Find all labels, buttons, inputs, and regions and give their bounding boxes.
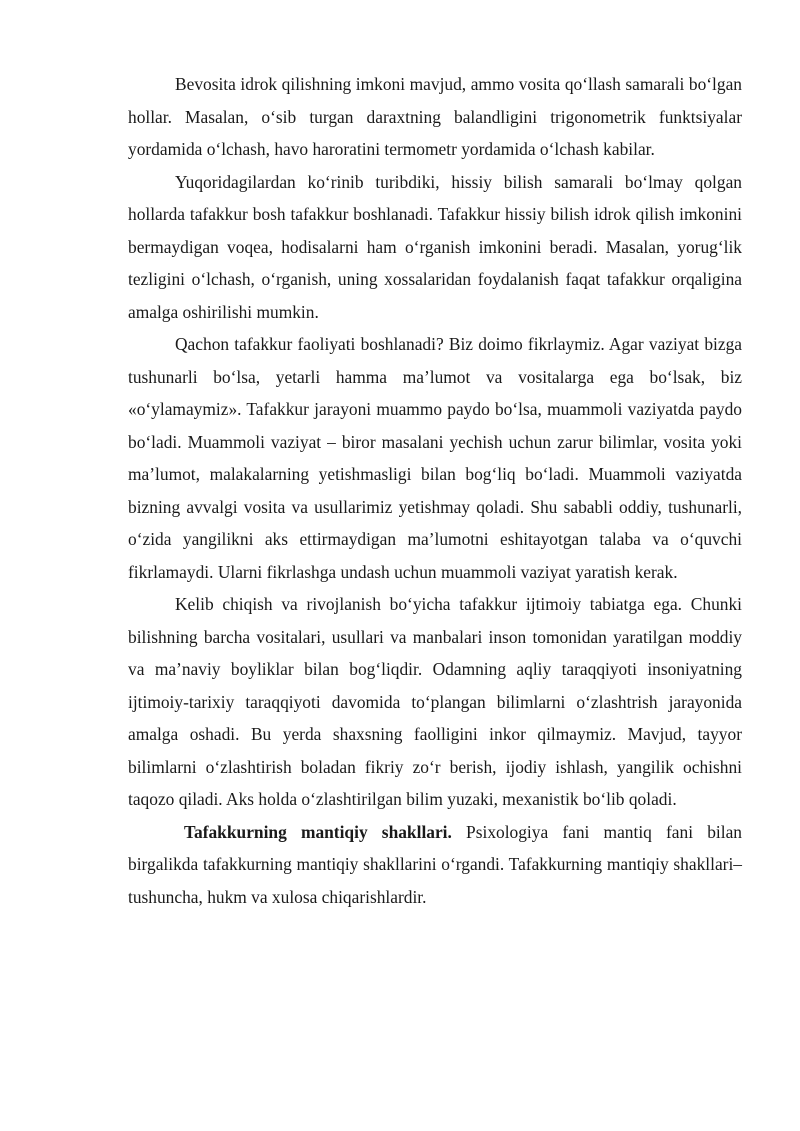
paragraph-3-text: Qachon tafakkur faoliyati boshlanadi? Biz doimo fikrlaymiz. Agar vaziyat bizga tushunarli bo‘lsa, yetarli hamma ma’lumot va vositalarga ega bo‘lsak, biz «o‘ylamaymiz». Tafakkur jarayoni muammo paydo bo‘lsa, muammoli vaziyatda paydo bo‘ladi. Muammoli vaziyat – biror masalani yechish uchun zarur bilimlar, vosita yoki ma’lumot, malakalarning yetishmasligi bilan bog‘liq bo‘ladi. Muammoli vaziyatda bizning avvalgi vosita va usullarimiz yetishmay qoladi. Shu sababli oddiy, tushunarli, o‘zida yangilikni aks ettirmaydigan ma’lumotni eshitayotgan talaba va o‘quvchi fikrlamaydi. Ularni fikrlashga undash uchun muammoli vaziyat yaratish kerak. <box>128 334 742 582</box>
paragraph-5-text: Psixologiya fani mantiq fani bilan birgalikda tafakkurning mantiqiy shakllarini o‘rgandi. Tafakkurning mantiqiy shakllari–tushuncha, hukm va xulosa chiqarishlardir. <box>128 821 742 907</box>
paragraph-5 <box>128 816 742 914</box>
paragraph-1 <box>128 68 742 166</box>
document-body <box>128 68 742 913</box>
paragraph-3 <box>128 328 742 588</box>
paragraph-1-text: Bevosita idrok qilishning imkoni mavjud, ammo vosita qo‘llash samarali bo‘lgan hollar. Masalan, o‘sib turgan daraxtning balandligini trigonometrik funktsiyalar yordamida o‘lchash, havo haroratini termometr yordamida o‘lchash kabilar. <box>128 74 742 159</box>
paragraph-4 <box>128 588 742 816</box>
paragraph-2-text: Yuqoridagilardan ko‘rinib turibdiki, hissiy bilish samarali bo‘lmay qolgan hollarda tafakkur bosh tafakkur boshlanadi. Tafakkur hissiy bilish idrok qilish imkonini bermaydigan voqea, hodisalarni ham o‘rganish imkonini beradi. Masalan, yorug‘lik tezligini o‘lchash, o‘rganish, uning xossalaridan foydalanish faqat tafakkur orqaligina amalga oshirilishi mumkin. <box>128 171 742 322</box>
section-heading-inline: Tafakkurning mantiqiy shakllari. <box>184 821 452 842</box>
paragraph-4-text: Kelib chiqish va rivojlanish bo‘yicha tafakkur ijtimoiy tabiatga ega. Chunki bilishning barcha vositalari, usullari va manbalari inson tomonidan yaratilgan moddiy va ma’naviy boyliklar bilan bog‘liqdir. Odamning aqliy taraqqiyoti insoniyatning ijtimoiy-tarixiy taraqqiyoti davomida to‘plangan bilimlarni o‘zlashtrish jarayonida amalga oshadi. Bu yerda shaxsning faolligini inkor qilmaymiz. Mavjud, tayyor bilimlarni o‘zlashtirish boladan fikriy zo‘r berish, ijodiy ishlash, yangilik ochishni taqozo qiladi. Aks holda o‘zlashtirilgan bilim yuzaki, mexanistik bo‘lib qoladi. <box>128 594 742 809</box>
paragraph-2 <box>128 166 742 329</box>
